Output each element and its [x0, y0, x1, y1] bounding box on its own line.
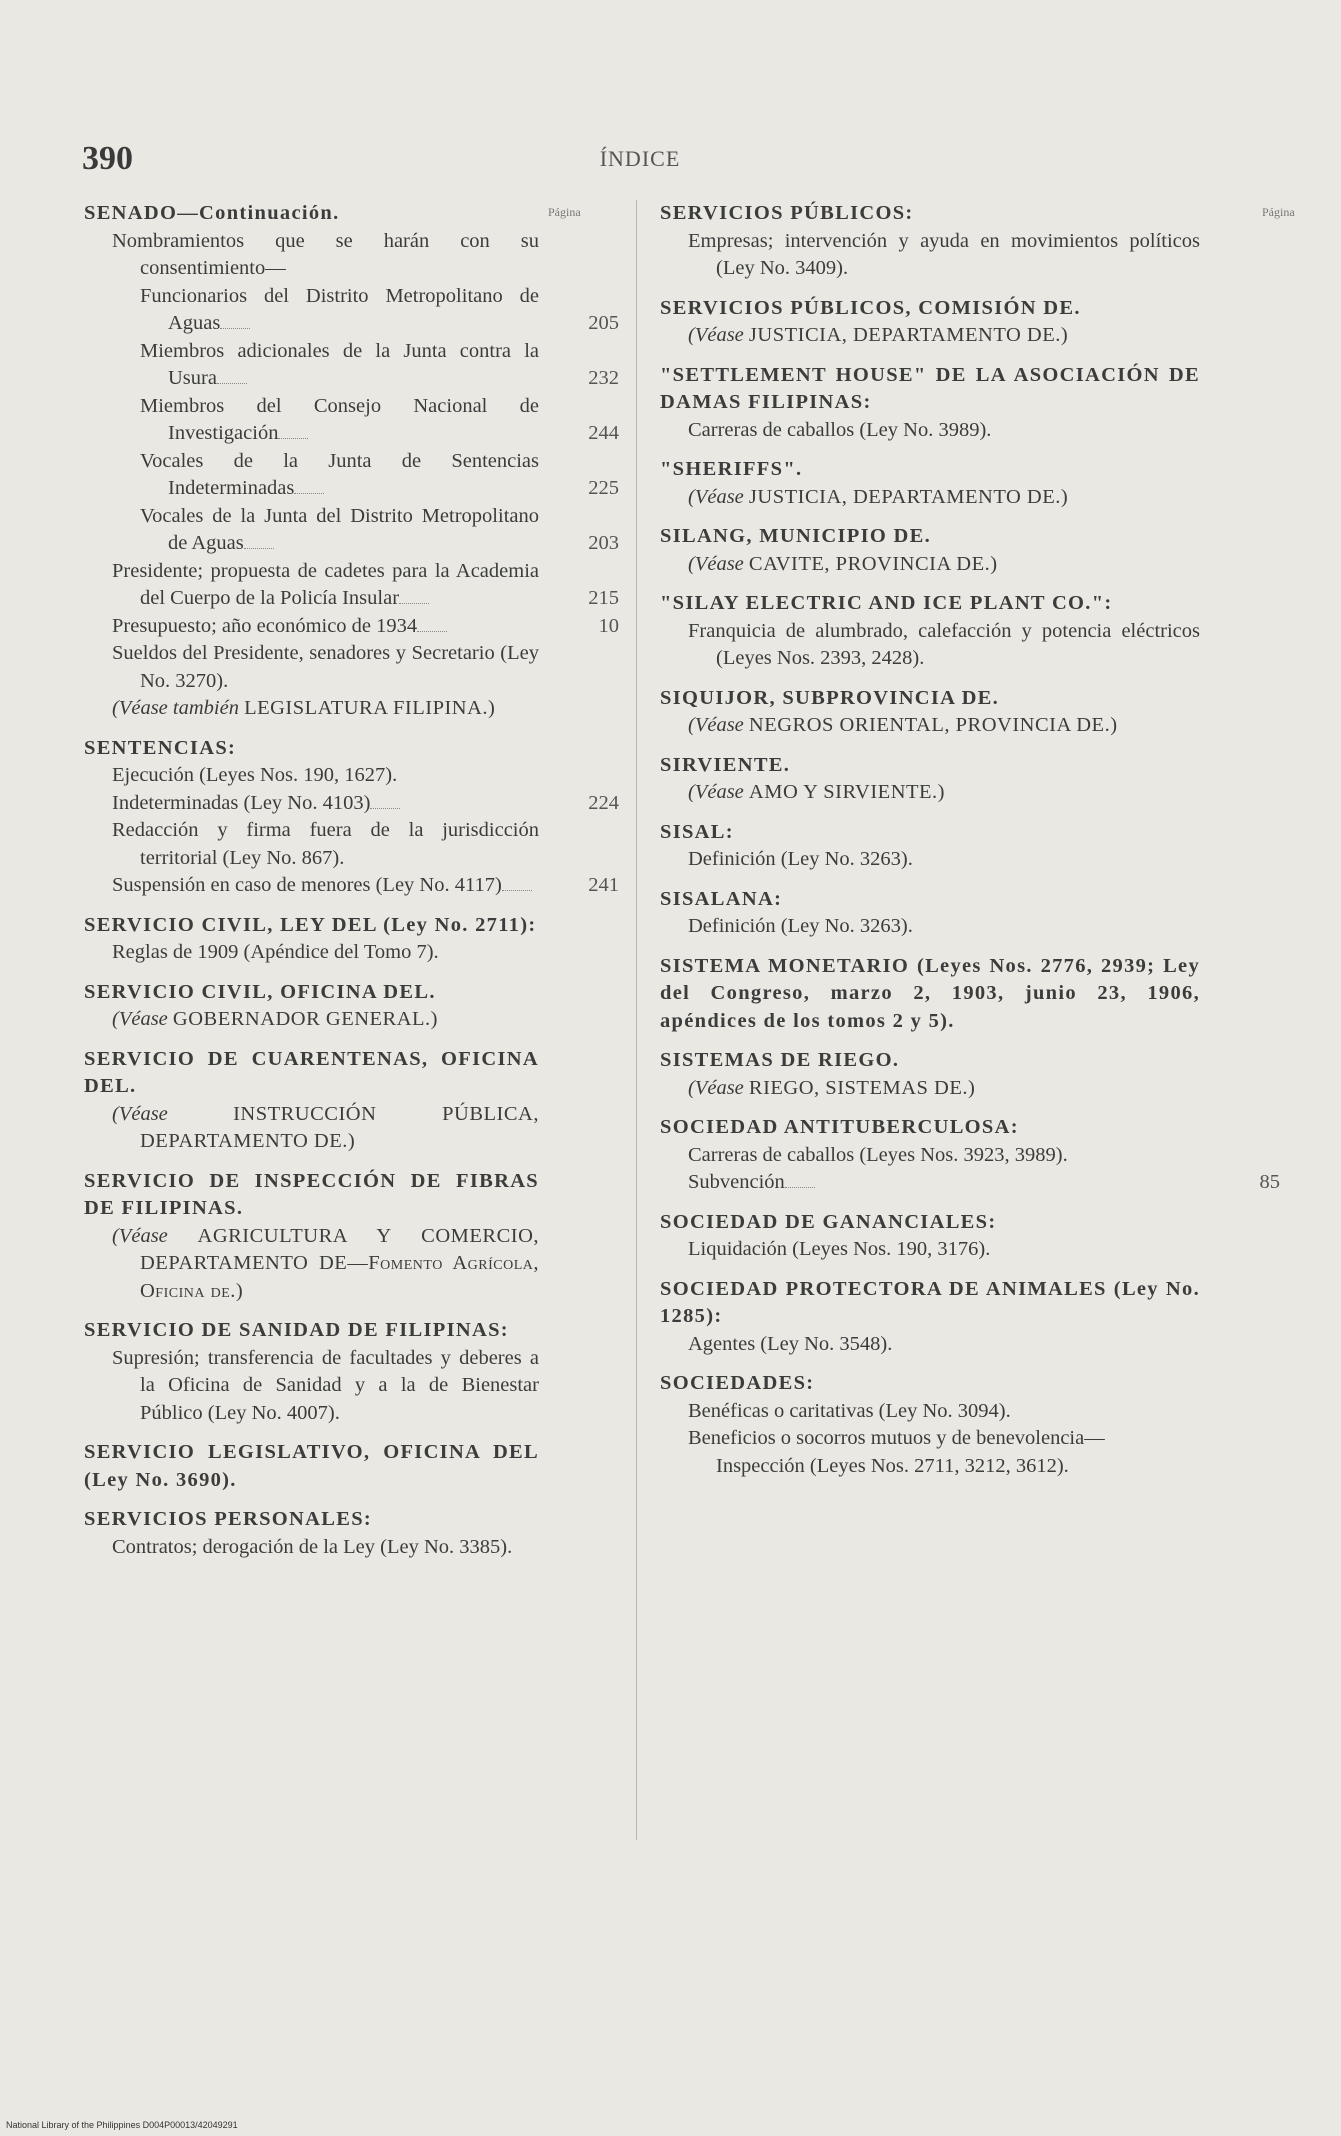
- subentry-text: Liquidación (Leyes Nos. 190, 3176).: [688, 1238, 991, 1260]
- subentry-text: Benéficas o caritativas (Ley No. 3094).: [688, 1399, 1011, 1422]
- dot-leader: [785, 1181, 815, 1188]
- page-reference: 205: [588, 312, 619, 334]
- entry-heading: SERVICIO LEGISLATIVO, OFICINA DEL (Ley No. 3690).: [84, 1441, 539, 1491]
- subentry: [84, 817, 619, 872]
- running-head: ÍNDICE: [599, 146, 681, 171]
- page-reference: 244: [588, 422, 619, 444]
- index-entry: [660, 1370, 1280, 1480]
- subentry: [660, 1425, 1280, 1453]
- subentry-text: Nombramientos que se harán con su consentimiento—: [112, 229, 539, 279]
- subentry: [660, 1142, 1280, 1170]
- vease-label: (Véase: [112, 1224, 198, 1247]
- entry-heading: SERVICIOS PÚBLICOS, COMISIÓN DE.: [660, 296, 1081, 319]
- index-entry: [84, 1439, 619, 1494]
- subentry: [84, 762, 619, 790]
- entry-heading: SERVICIO DE SANIDAD DE FILIPINAS:: [84, 1319, 509, 1341]
- index-entry: [660, 1047, 1280, 1102]
- subentry: [660, 1331, 1280, 1359]
- subentry: [660, 228, 1280, 283]
- index-entry: [660, 456, 1280, 511]
- subentry-text: Ejecución (Leyes Nos. 190, 1627).: [112, 764, 398, 786]
- subentry: [84, 1345, 619, 1428]
- index-entry: [660, 362, 1280, 445]
- subentry: [660, 1453, 1280, 1481]
- subentry-text: Franquicia de alumbrado, calefacción y potencia eléctricos (Leyes Nos. 2393, 2428).: [688, 619, 1200, 669]
- entry-heading: SERVICIO DE INSPECCIÓN DE FIBRAS DE FILIPINAS.: [84, 1169, 539, 1219]
- subentry-text: Carreras de caballos (Ley No. 3989).: [688, 418, 992, 441]
- subentry-text: Inspección (Leyes Nos. 2711, 3212, 3612).: [716, 1454, 1069, 1477]
- subentry-text: Vocales de la Junta de Sentencias Indeterminadas: [140, 449, 539, 499]
- subentry-text: Subvención: [688, 1171, 785, 1193]
- dot-leader: [417, 625, 447, 632]
- entry-heading: SENTENCIAS:: [84, 736, 237, 759]
- index-entry: [84, 1046, 619, 1156]
- vease-label: (Véase: [688, 1076, 749, 1099]
- subentry: [84, 790, 619, 818]
- subentry-text: Funcionarios del Distrito Metropolitano de Aguas: [140, 284, 539, 334]
- reference-target: JUSTICIA, DEPARTAMENTO DE.): [748, 324, 1069, 346]
- subentry-text: Sueldos del Presidente, senadores y Secretario (Ley No. 3270).: [112, 642, 539, 692]
- subentry: [84, 393, 619, 448]
- entry-heading: SERVICIO CIVIL, LEY DEL (Ley No. 2711):: [84, 913, 537, 936]
- subentry: [660, 1398, 1280, 1426]
- index-entry: [660, 523, 1280, 578]
- subentry: [84, 558, 619, 613]
- cross-reference: [84, 1223, 619, 1306]
- cross-reference: [660, 551, 1280, 579]
- entry-heading: SENADO—Continuación.: [84, 202, 340, 224]
- dot-leader: [278, 432, 308, 439]
- subentry: [660, 846, 1280, 874]
- subentry-text: Miembros adicionales de la Junta contra la Usura: [140, 339, 539, 389]
- subentry-text: Reglas de 1909 (Apéndice del Tomo 7).: [112, 941, 439, 963]
- subentry: [84, 448, 619, 503]
- subentry: [84, 939, 619, 967]
- vease-label: (Véase: [688, 714, 749, 736]
- vease-label: (Véase: [112, 1008, 173, 1030]
- subentry-text: Vocales de la Junta del Distrito Metropolitano de Aguas: [140, 504, 539, 554]
- entry-heading: SISALANA:: [660, 887, 783, 910]
- subentry-text: Empresas; intervención y ayuda en movimientos políticos (Ley No. 3409).: [688, 229, 1200, 279]
- cross-reference: [660, 322, 1280, 350]
- reference-target: RIEGO, SISTEMAS DE.): [748, 1076, 976, 1099]
- subentry: [84, 338, 619, 393]
- index-entry: [84, 979, 619, 1034]
- entry-heading: SOCIEDADES:: [660, 1372, 815, 1394]
- vease-label: (Véase: [688, 324, 749, 346]
- dot-leader: [220, 322, 250, 329]
- subentry: [84, 613, 619, 641]
- entry-heading: SILANG, MUNICIPIO DE.: [660, 525, 932, 547]
- index-entry: [660, 953, 1280, 1036]
- subentry: [84, 283, 619, 338]
- cross-reference: [84, 1101, 619, 1156]
- index-entry: [84, 200, 619, 723]
- reference-target: INSTRUCCIÓN PÚBLICA, DEPARTAMENTO DE.): [140, 1102, 539, 1152]
- entry-heading: "SILAY ELECTRIC AND ICE PLANT CO.":: [660, 592, 1113, 614]
- index-column-left: [84, 200, 619, 1573]
- vease-label: (Véase: [688, 552, 749, 575]
- vease-label: (Véase: [688, 781, 749, 803]
- dot-leader: [217, 377, 247, 384]
- cross-reference: [660, 779, 1280, 807]
- subentry-text: Redacción y firma fuera de la jurisdicción territorial (Ley No. 867).: [112, 819, 539, 869]
- index-entry: [660, 752, 1280, 807]
- subentry-text: Beneficios o socorros mutuos y de benevolencia—: [688, 1427, 1105, 1449]
- pagina-label-left: Página: [548, 205, 581, 219]
- entry-heading: SERVICIO CIVIL, OFICINA DEL.: [84, 980, 436, 1003]
- subentry: [84, 640, 619, 695]
- entry-heading: SOCIEDAD DE GANANCIALES:: [660, 1210, 997, 1233]
- reference-target: NEGROS ORIENTAL, PROVINCIA DE.): [748, 714, 1118, 736]
- page-reference: 232: [588, 367, 619, 389]
- reference-target: CAVITE, PROVINCIA DE.): [748, 552, 998, 575]
- index-entry: [660, 1209, 1280, 1264]
- page-reference: 10: [598, 614, 619, 637]
- subentry: [84, 503, 619, 558]
- index-entry: [660, 200, 1280, 283]
- index-column-right: [660, 200, 1280, 1492]
- dot-leader: [370, 802, 400, 809]
- index-entry: [84, 1317, 619, 1427]
- index-entry: [84, 1506, 619, 1561]
- library-footer: National Library of the Philippines D004P00013/42049291: [6, 2120, 238, 2130]
- dot-leader: [244, 542, 274, 549]
- dot-leader: [502, 884, 532, 891]
- cross-reference: [660, 1075, 1280, 1103]
- subentry: [660, 1169, 1280, 1197]
- subentry-text: Contratos; derogación de la Ley (Ley No. 3385).: [112, 1535, 513, 1558]
- index-entry: [660, 886, 1280, 941]
- subentry-text: Definición (Ley No. 3263).: [688, 915, 913, 937]
- entry-heading: SOCIEDAD ANTITUBERCULOSA:: [660, 1116, 1019, 1138]
- subentry: [660, 1236, 1280, 1264]
- entry-heading: SOCIEDAD PROTECTORA DE ANIMALES (Ley No. 1285):: [660, 1277, 1200, 1327]
- subentry-text: Presidente; propuesta de cadetes para la Academia del Cuerpo de la Policía Insular: [112, 559, 539, 609]
- index-entry: [84, 735, 619, 900]
- index-entry: [660, 819, 1280, 874]
- page-reference: 85: [1259, 1171, 1280, 1193]
- reference-target: GOBERNADOR GENERAL.): [172, 1008, 439, 1030]
- vease-label: (Véase: [112, 1102, 234, 1125]
- page-reference: 224: [588, 791, 619, 814]
- index-entry: [84, 1168, 619, 1306]
- subentry: [84, 872, 619, 900]
- subentry-text: Definición (Ley No. 3263).: [688, 848, 913, 870]
- dot-leader: [399, 597, 429, 604]
- cross-reference: [84, 1006, 619, 1034]
- subentry-text: Carreras de caballos (Leyes Nos. 3923, 3989).: [688, 1143, 1068, 1166]
- page-reference: 241: [588, 874, 619, 896]
- index-entry: [660, 295, 1280, 350]
- index-entry: [660, 1114, 1280, 1197]
- subentry: [84, 228, 619, 283]
- reference-target: LEGISLATURA FILIPINA.): [244, 697, 496, 719]
- subentry-text: Miembros del Consejo Nacional de Investigación: [140, 394, 539, 444]
- entry-heading: SERVICIOS PERSONALES:: [84, 1508, 373, 1530]
- page-reference: 203: [588, 532, 619, 554]
- column-divider: [636, 200, 637, 1840]
- subentry: [660, 913, 1280, 941]
- entry-heading: SIRVIENTE.: [660, 753, 791, 776]
- index-entry: [660, 685, 1280, 740]
- page-reference: 225: [588, 477, 619, 499]
- subentry: [660, 618, 1280, 673]
- entry-heading: SISTEMAS DE RIEGO.: [660, 1049, 900, 1071]
- subentry-text: Supresión; transferencia de facultades y deberes a la Oficina de Sanidad y a la de Bienestar Público (Ley No. 4007).: [112, 1346, 539, 1424]
- entry-heading: SERVICIO DE CUARENTENAS, OFICINA DEL.: [84, 1047, 539, 1097]
- dot-leader: [294, 487, 324, 494]
- entry-heading: "SETTLEMENT HOUSE" DE LA ASOCIACIÓN DE DAMAS FILIPINAS:: [660, 363, 1200, 413]
- page-reference: 215: [588, 587, 619, 609]
- reference-target: AMO Y SIRVIENTE.): [748, 781, 945, 803]
- entry-heading: SISTEMA MONETARIO (Leyes Nos. 2776, 2939; Ley del Congreso, marzo 2, 1903, junio 23, 1906, apéndices de los tomos 2 y 5).: [660, 954, 1200, 1032]
- subentry-text: Agentes (Ley No. 3548).: [688, 1332, 893, 1355]
- reference-target: JUSTICIA, DEPARTAMENTO DE.): [748, 485, 1069, 508]
- subentry-text: Presupuesto; año económico de 1934: [112, 614, 418, 637]
- subentry-text: Suspensión en caso de menores (Ley No. 4117): [112, 874, 502, 896]
- subentry: [660, 417, 1280, 445]
- entry-heading: "SHERIFFS".: [660, 458, 803, 480]
- subentry-text: Indeterminadas (Ley No. 4103): [112, 791, 371, 814]
- cross-reference: [660, 712, 1280, 740]
- entry-heading: SIQUIJOR, SUBPROVINCIA DE.: [660, 686, 1000, 709]
- pagina-label-right: Página: [1262, 205, 1295, 219]
- reference-target: AGRICULTURA Y COMERCIO, DEPARTAMENTO DE—Fomento Agrícola, Oficina de.): [140, 1224, 539, 1302]
- entry-heading: SISAL:: [660, 820, 734, 843]
- vease-label: (Véase también: [112, 697, 245, 719]
- vease-label: (Véase: [688, 485, 749, 508]
- cross-reference: [660, 484, 1280, 512]
- index-entry: [84, 912, 619, 967]
- index-entry: [660, 1276, 1280, 1359]
- index-entry: [660, 590, 1280, 673]
- entry-heading: SERVICIOS PÚBLICOS:: [660, 202, 914, 224]
- page-number: 390: [82, 140, 133, 177]
- cross-reference: [84, 695, 619, 723]
- subentry: [84, 1534, 619, 1562]
